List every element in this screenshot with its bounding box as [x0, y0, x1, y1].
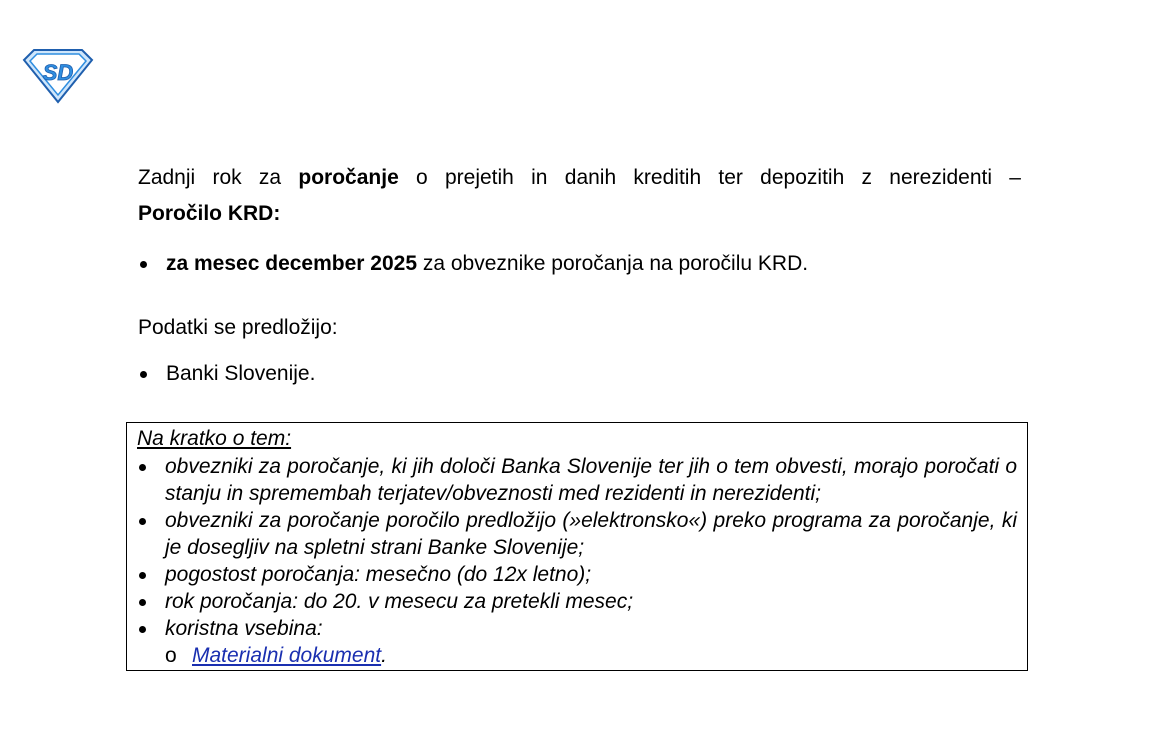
summary-item: obvezniki za poročanje poročilo predložijo (»elektronsko«) preko programa za poročanje, ki je dosegljiv na spletni strani Banke Slovenije;: [137, 507, 1017, 561]
bullet-icon: [139, 599, 146, 606]
summary-item: pogostost poročanja: mesečno (do 12x letno);: [137, 561, 1017, 588]
period-item: [138, 246, 1021, 282]
period-bold: za mesec december 2025: [166, 252, 418, 275]
intro-bold-term: poročanje: [298, 166, 399, 189]
summary-box: [126, 422, 1028, 671]
recipient-list: [138, 356, 1021, 392]
intro-line-2: [138, 196, 1021, 232]
bullet-icon: [139, 464, 146, 471]
logo: [20, 46, 96, 106]
summary-item: koristna vsebina:: [137, 615, 1017, 642]
bullet-icon: [139, 518, 146, 525]
material-document-link[interactable]: Materialni dokument: [192, 644, 382, 667]
report-name: Poročilo KRD:: [138, 202, 281, 225]
recipient-item: Banki Slovenije.: [138, 356, 1021, 392]
main-content: [138, 160, 1021, 392]
link-suffix: .: [381, 644, 387, 667]
period-list: [138, 246, 1021, 282]
submit-label: Podatki se predložijo:: [138, 316, 338, 339]
bullet-icon: [140, 371, 147, 378]
summary-list: [137, 453, 1017, 642]
bullet-icon: [139, 626, 146, 633]
period-rest: za obveznike poročanja na poročilu KRD.: [417, 252, 809, 275]
bullet-icon: [139, 572, 146, 579]
summary-item: obvezniki za poročanje, ki jih določi Banka Slovenije ter jih o tem obvesti, morajo poročati o stanju in spremembah terjatev/obveznosti med rezidenti in nerezidenti;: [137, 453, 1017, 507]
logo-text: SD: [42, 60, 74, 85]
intro-line-1: Zadnji rok za poročanje o prejetih in danih kreditih ter depozitih z nerezidenti –: [138, 166, 1021, 189]
bullet-icon: [140, 261, 147, 268]
sub-bullet-marker: o: [165, 644, 177, 667]
summary-item: rok poročanja: do 20. v mesecu za pretekli mesec;: [137, 588, 1017, 615]
useful-content-subitem: [137, 642, 1017, 669]
logo-emblem-icon: [20, 46, 96, 106]
summary-box-title: Na kratko o tem:: [137, 427, 292, 450]
